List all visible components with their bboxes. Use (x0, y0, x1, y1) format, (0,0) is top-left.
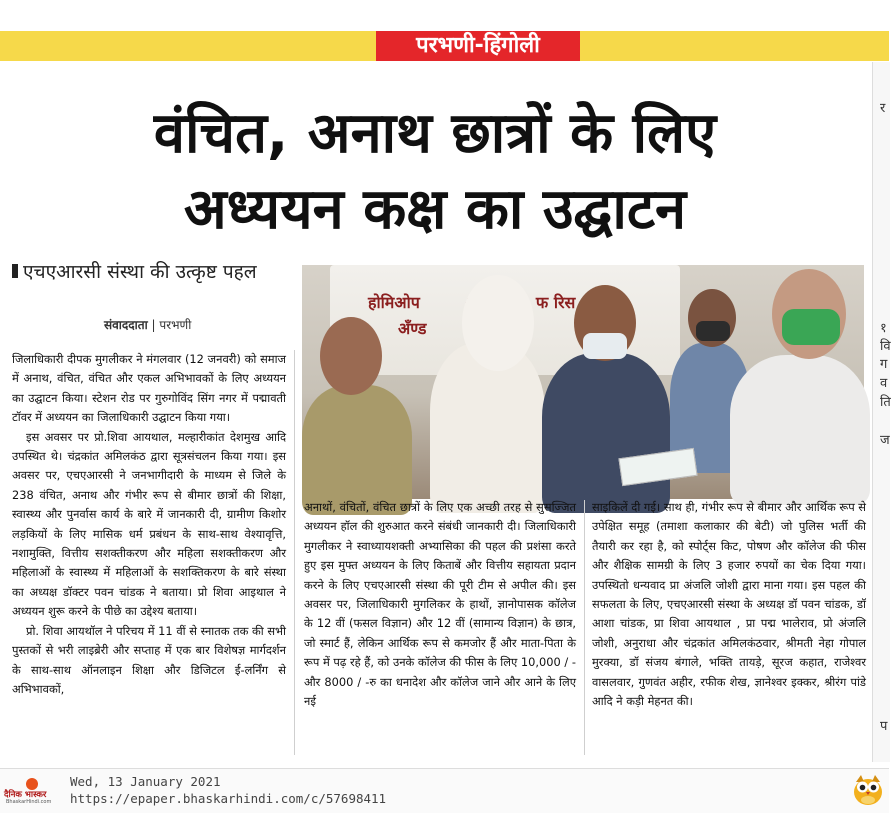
article-column-1 (12, 350, 286, 755)
person-center (542, 353, 670, 513)
person-left-head (320, 317, 382, 395)
article-url[interactable]: https://epaper.bhaskarhindi.com/c/57698411 (70, 791, 387, 806)
headline (0, 96, 870, 248)
strip-text: र (880, 101, 886, 116)
event-photo (302, 265, 864, 499)
article-paragraph: प्रो. शिवा आयथॉल ने परिचय में 11 वीं से स्नातक तक की सभी पुस्तकों से भरी लाइब्रेरी और सप्ताह में एक बार विशेषज्ञ मार्गदर्शन के साथ-साथ ऑनलाइन शिक्षा और डिजिटल ई-लर्निंग से अभिभावकों, (12, 623, 286, 696)
headline-line-1: वंचित, अनाथ छात्रों के लिए (153, 101, 717, 166)
subhead-marker-icon (12, 264, 18, 278)
byline: संवाददाता | परभणी (104, 318, 192, 332)
brand-logo[interactable] (4, 778, 64, 806)
article-paragraph: साइकिलें दी गई। साथ ही, गंभीर रूप से बीमार और आर्थिक रूप से उपेक्षित समूह (तमाशा कलाकार की बेटी) जो पुलिस भर्ती की तैयारी कर रहा है, को स्पोर्ट्स किट, पोषण और कॉलेज की फीस और शैक्षिक सामग्री के लिए 3 हजार रुपयों का चेक दिया गया। उपस्थितो धन्यवाद प्रा अंजलि जोशी द्वारा माना गया। इस पहल की सफलता के लिए, एचएआरसी संस्था के अध्यक्ष डॉ पवन चांडक, डॉ आशा चांडक, प्रा शिवा आयथाल , प्रा पद्म भालेराव, प्रो अंजलि जोशी, अनुराधा और चंद्रकांत अमिलकंठवार, श्रीमती नेहा गोपाल मुरक्या, डॉ संजय बंगाले, भक्ति तायड़े, सूरज कहात, राजेश्वर वासलवार, गुणवंत अहीर, रफीक शेख, ज्ञानेश्वर इक्कर, श्रीरंग पांडे आदि ने कड़ी मेहनत की। (592, 500, 866, 709)
strip-text: १ (880, 321, 887, 336)
headline-line-2: अध्ययन कक्ष का उद्घाटन (183, 177, 687, 242)
strip-text: ग (880, 357, 888, 372)
person-right (730, 355, 870, 505)
strip-text: व (880, 376, 888, 391)
article-paragraph: इस अवसर पर प्रो.शिवा आयथाल, मल्हारीकांत देशमुख आदि उपस्थित थे। चंद्रकांत अमिलकंठ द्वारा सूत्रसंचलन किया गया। इस अवसर पर, एचएआरसी ने जनभागीदारी के माध्यम से जिले के 238 वंचित, अनाथ और गंभीर रूप से बीमार छात्रों की शिक्षा, स्वास्थ्य और पुनर्वास कार्य के बारे में जानकारी दी, ग्रामीण किशोर लड़कियों के लिए मासिक धर्म प्रबंधन के साथ-साथ वेश्यावृत्ति, नशामुक्ति, वित्तीय सशक्तीकरण और महिला सशक्तीकरण और महिलाओं के स्वास्थ्य में महिलाओं के सशक्तिकरण के बारे संस्था का अध्यक्ष डॉक्टर पवन चांडक ने बताया। प्रो शिवा आइथाल ने अध्ययन शुरू करने के पीछे का उद्देश्य बताया। (12, 429, 286, 619)
face-mask (583, 333, 627, 359)
owl-mascot-icon[interactable] (852, 772, 884, 806)
article-paragraph: जिलाधिकारी दीपक मुगलीकर ने मंगलवार (12 जनवरी) को समाज में अनाथ, वंचित, वंचित और एकल अभिभावकों के लिए अध्ययन का उद्घाटन किया। स्टेशन रोड पर गुरुगोविंद सिंग नगर में पद्मावती टॉवर में अध्ययन का जिलाधिकारी उद्घाटन किया गया। (12, 352, 286, 425)
logo-brand-text: दैनिक भास्कर (4, 790, 47, 800)
face-mask (696, 321, 730, 341)
strip-text: ज (880, 433, 890, 448)
subheadline (12, 258, 282, 286)
strip-text: वि (880, 339, 891, 354)
person-veiled-head (462, 275, 534, 371)
byline-place: परभणी (159, 318, 192, 332)
logo-site-text: BhaskarHindi.com (6, 799, 52, 805)
article-paragraph: अनाथों, वंचितों, वंचित छात्रों के लिए एक अच्छी तरह से सुसज्जित अध्ययन हॉल की शुरुआत करने संबंधी जानकारी दी। जिलाधिकारी मुगलीकर ने स्वाध्यायशक्ती अभ्यासिका की पहल की प्रशंसा करते हुए इस मुफ्त अध्ययन के लिए किताबें और वित्तीय सहायता प्रदान करने के लिए एचएआरसी संस्था की पूरी टीम से अपील की। इस अवसर पर, जिलाधिकारी मुगलिकर के हाथों, ज्ञानोपासक कॉलेज के 12 वीं (फसल विज्ञान) और 12 वीं (सामान्य विज्ञान) के छात्र, जो स्मार्ट हैं, लेकिन आर्थिक रूप से कमजोर हैं और माता-पिता के रूप में पढ़ रहे हैं, को उनके कॉलेज की फीस के लिए 10,000 / - और 8000 / -रु का धनादेश और कॉलेज जाने और आने के लिए नई (304, 500, 576, 709)
subheadline-text: एचएआरसी संस्था की उत्कृष्ट पहल (23, 261, 257, 283)
article-column-2 (304, 498, 576, 758)
strip-text: प (880, 719, 888, 734)
column-divider (294, 350, 295, 755)
column-divider (584, 500, 585, 755)
adjacent-article-strip (872, 62, 890, 762)
section-label: परभणी-हिंगोली (376, 31, 580, 61)
strip-text: ति (880, 395, 891, 410)
edition-date: Wed, 13 January 2021 (70, 774, 221, 789)
byline-label: संवाददाता (104, 318, 148, 332)
article-column-3 (592, 498, 866, 758)
person-left (302, 385, 412, 515)
banner-text: होमिओप फ रिस अँण्ड (368, 293, 576, 338)
green-face-mask (782, 309, 840, 345)
